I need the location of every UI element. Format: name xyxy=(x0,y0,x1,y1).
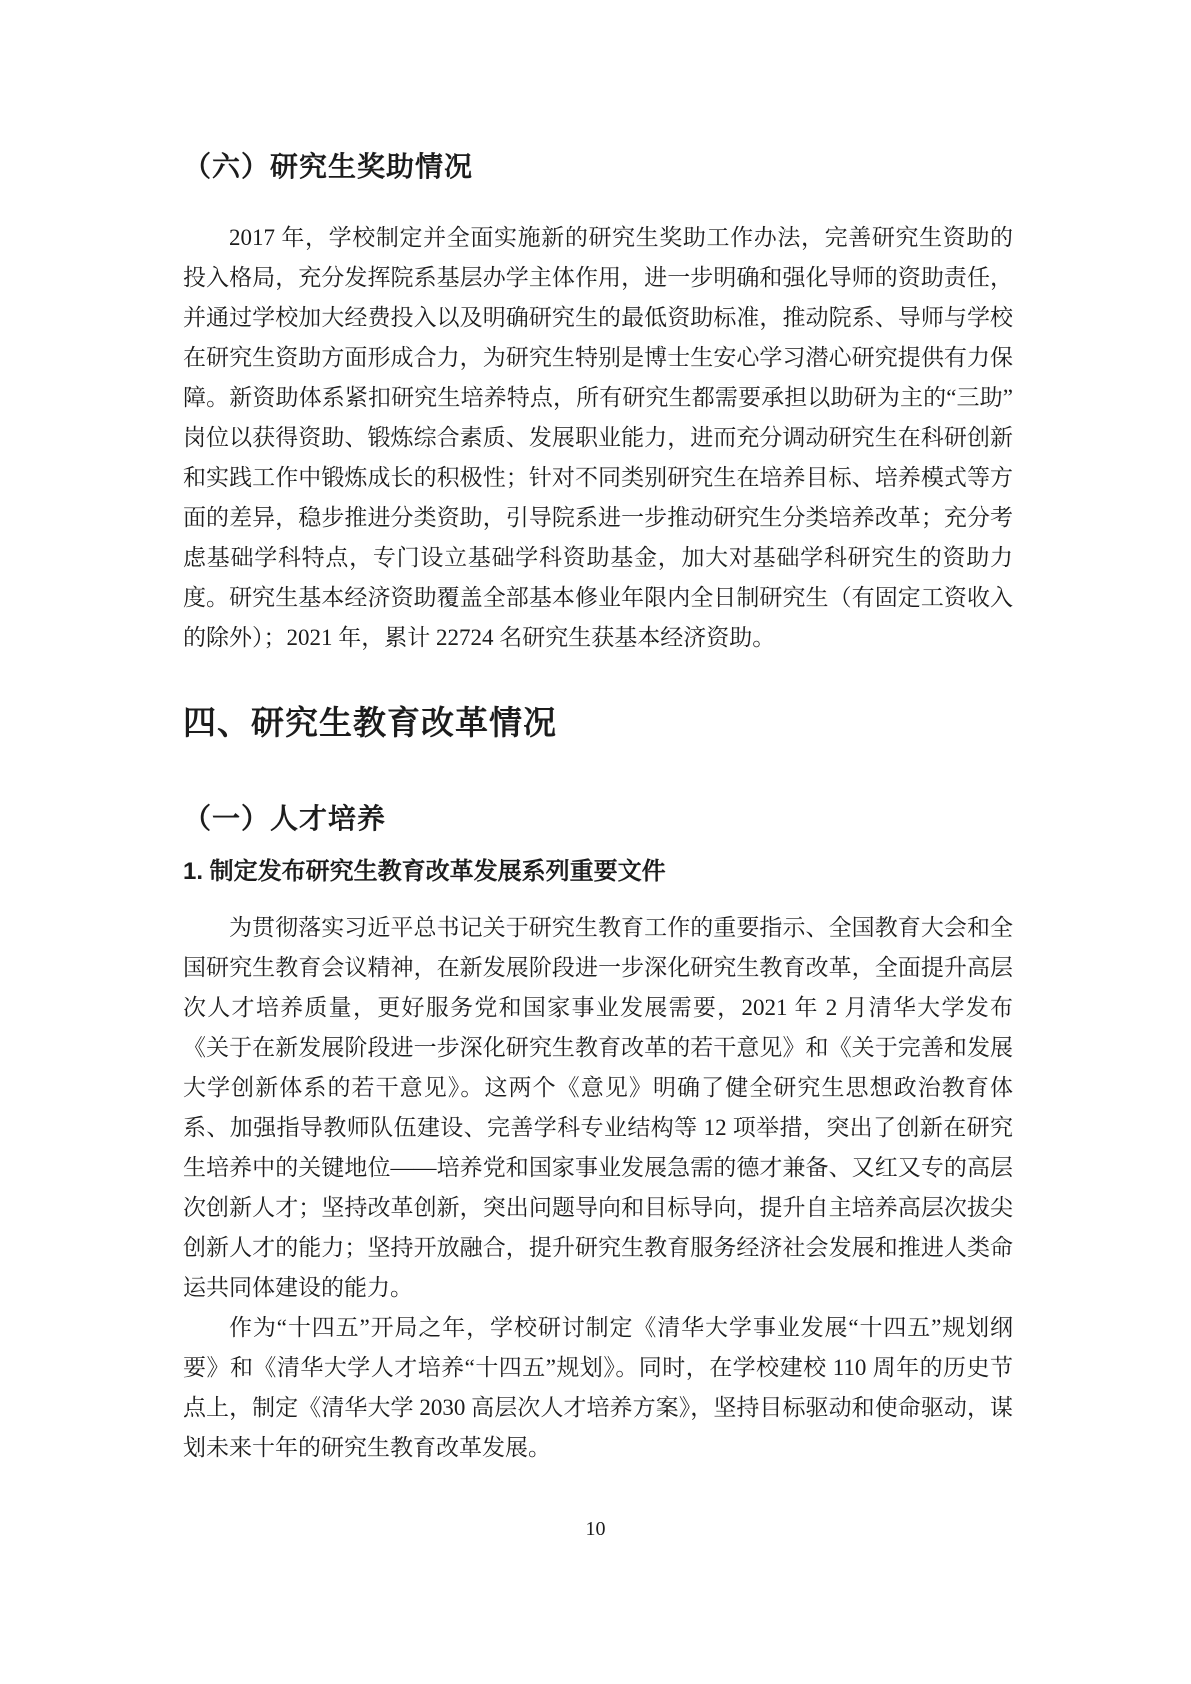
page-content xyxy=(183,0,1013,1468)
item-documents-paragraph-2: 作为“十四五”开局之年，学校研讨制定《清华大学事业发展“十四五”规划纲要》和《清华大学人才培养“十四五”规划》。同时，在学校建校 110 周年的历史节点上，制定《清华大学 2030 高层次人才培养方案》，坚持目标驱动和使命驱动，谋划未来十年的研究生教育改革发展。 xyxy=(183,1315,1013,1460)
section-grants-paragraph: 2017 年，学校制定并全面实施新的研究生奖助工作办法，完善研究生资助的投入格局，充分发挥院系基层办学主体作用，进一步明确和强化导师的资助责任，并通过学校加大经费投入以及明确研究生的最低资助标准，推动院系、导师与学校在研究生资助方面形成合力，为研究生特别是博士生安心学习潜心研究提供有力保障。新资助体系紧扣研究生培养特点，所有研究生都需要承担以助研为主的“三助”岗位以获得资助、锻炼综合素质、发展职业能力，进而充分调动研究生在科研创新和实践工作中锻炼成长的积极性；针对不同类别研究生在培养目标、培养模式等方面的差异，稳步推进分类资助，引导院系进一步推动研究生分类培养改革；充分考虑基础学科特点，专门设立基础学科资助基金，加大对基础学科研究生的资助力度。研究生基本经济资助覆盖全部基本修业年限内全日制研究生（有固定工资收入的除外）；2021 年，累计 22724 名研究生获基本经济资助。 xyxy=(183,225,1013,650)
section-heading-grants: （六）研究生奖助情况 xyxy=(183,151,474,182)
subsection-heading-talent: （一）人才培养 xyxy=(183,803,387,834)
chapter-heading-reform: 四、研究生教育改革情况 xyxy=(183,704,557,741)
page-number: 10 xyxy=(585,1518,606,1540)
item-documents-paragraph-1: 为贯彻落实习近平总书记关于研究生教育工作的重要指示、全国教育大会和全国研究生教育会议精神，在新发展阶段进一步深化研究生教育改革，全面提升高层次人才培养质量，更好服务党和国家事业发展需要，2021 年 2 月清华大学发布《关于在新发展阶段进一步深化研究生教育改革的若干意见》和《关于完善和发展大学创新体系的若干意见》。这两个《意见》明确了健全研究生思想政治教育体系、加强指导教师队伍建设、完善学科专业结构等 12 项举措，突出了创新在研究生培养中的关键地位——培养党和国家事业发展急需的德才兼备、又红又专的高层次创新人才；坚持改革创新，突出问题导向和目标导向，提升自主培养高层次拔尖创新人才的能力；坚持开放融合，提升研究生教育服务经济社会发展和推进人类命运共同体建设的能力。 xyxy=(183,915,1013,1300)
item-heading-documents: 1. 制定发布研究生教育改革发展系列重要文件 xyxy=(183,858,666,885)
